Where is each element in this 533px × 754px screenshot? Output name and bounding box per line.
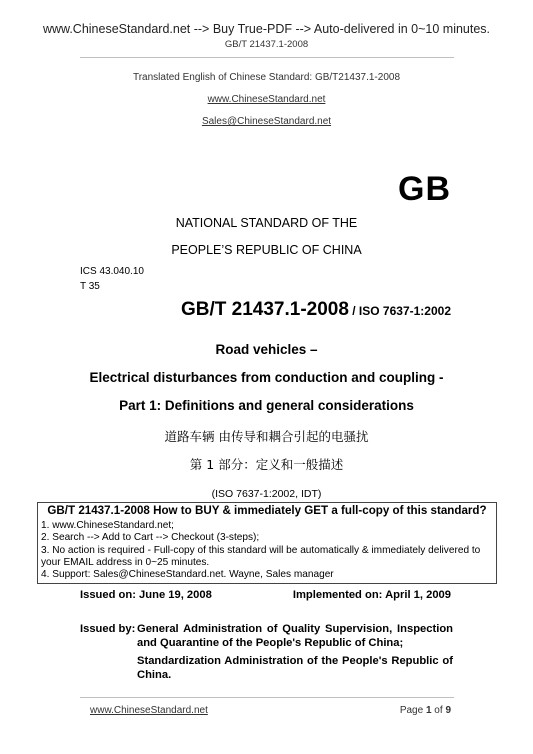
standard-number-line [181, 299, 451, 321]
iso-equivalence: (ISO 7637-1:2002, IDT) [211, 488, 322, 500]
header-divider [80, 57, 454, 58]
page-indicator [400, 705, 451, 716]
page-number: 1 [425, 705, 432, 716]
title-line3: Part 1: Definitions and general considerations [119, 398, 414, 413]
issued-by-label: Issued by: [80, 623, 136, 635]
issuer-sac: Standardization Administration of the People's Republic of China. [137, 655, 453, 682]
issuer-aqsiq: General Administration of Quality Supervision, Inspection and Quarantine of the People's Republic of China; [137, 623, 453, 650]
ics-code: ICS 43.040.10 [80, 266, 144, 277]
t-code: T 35 [80, 281, 100, 292]
page-header-line1: www.ChineseStandard.net --> Buy True-PDF --> Auto-delivered in 0~10 minutes. [42, 22, 491, 36]
page-word: Page [399, 705, 426, 716]
buy-step-item: 4. Support: Sales@ChineseStandard.net. Wayne, Sales manager [41, 569, 334, 581]
issued-on-date: Issued on: June 19, 2008 [80, 589, 212, 601]
footer-divider [80, 697, 454, 698]
title-line2: Electrical disturbances from conduction and coupling - [89, 370, 444, 385]
issued-by-block [80, 622, 453, 692]
title-line1: Road vehicles – [215, 342, 318, 357]
national-standard-line1: NATIONAL STANDARD OF THE [175, 216, 358, 230]
buy-step-item: 2. Search --> Add to Cart --> Checkout (3-steps); [41, 532, 260, 544]
translation-note: Translated English of Chinese Standard: GB/T21437.1-2008 [132, 72, 401, 83]
gb-mark: GB [398, 170, 451, 208]
chinese-title-line1: 道路车辆 由传导和耦合引起的电骚扰 [164, 429, 369, 444]
standard-number: GB/T 21437.1-2008 [180, 299, 349, 320]
buy-info-box [37, 502, 497, 584]
buy-step-item: your EMAIL address in 0~25 minutes. [41, 556, 210, 568]
of-word: of [431, 705, 446, 716]
footer-website-link[interactable]: www.ChineseStandard.net [90, 705, 208, 716]
chinese-title-line2: 第 1 部分：定义和一般描述 [189, 457, 344, 472]
website-link[interactable]: www.ChineseStandard.net [207, 94, 326, 105]
implemented-on-date: Implemented on: April 1, 2009 [292, 589, 451, 601]
buy-step-item: 1. www.ChineseStandard.net; [41, 520, 174, 531]
buy-box-heading: GB/T 21437.1-2008 How to BUY & immediately GET a full-copy of this standard? [47, 504, 487, 517]
national-standard-line2: PEOPLE’S REPUBLIC OF CHINA [171, 243, 362, 257]
page-header-doc-number: GB/T 21437.1-2008 [224, 39, 309, 50]
sales-email-link[interactable]: Sales@ChineseStandard.net [201, 116, 332, 127]
buy-steps-list [41, 520, 480, 581]
buy-step-item: 3. No action is required - Full-copy of this standard will be automatically & immediately delivered to [41, 544, 481, 556]
page-total: 9 [445, 705, 451, 716]
iso-equivalent: / ISO 7637-1:2002 [348, 304, 451, 318]
